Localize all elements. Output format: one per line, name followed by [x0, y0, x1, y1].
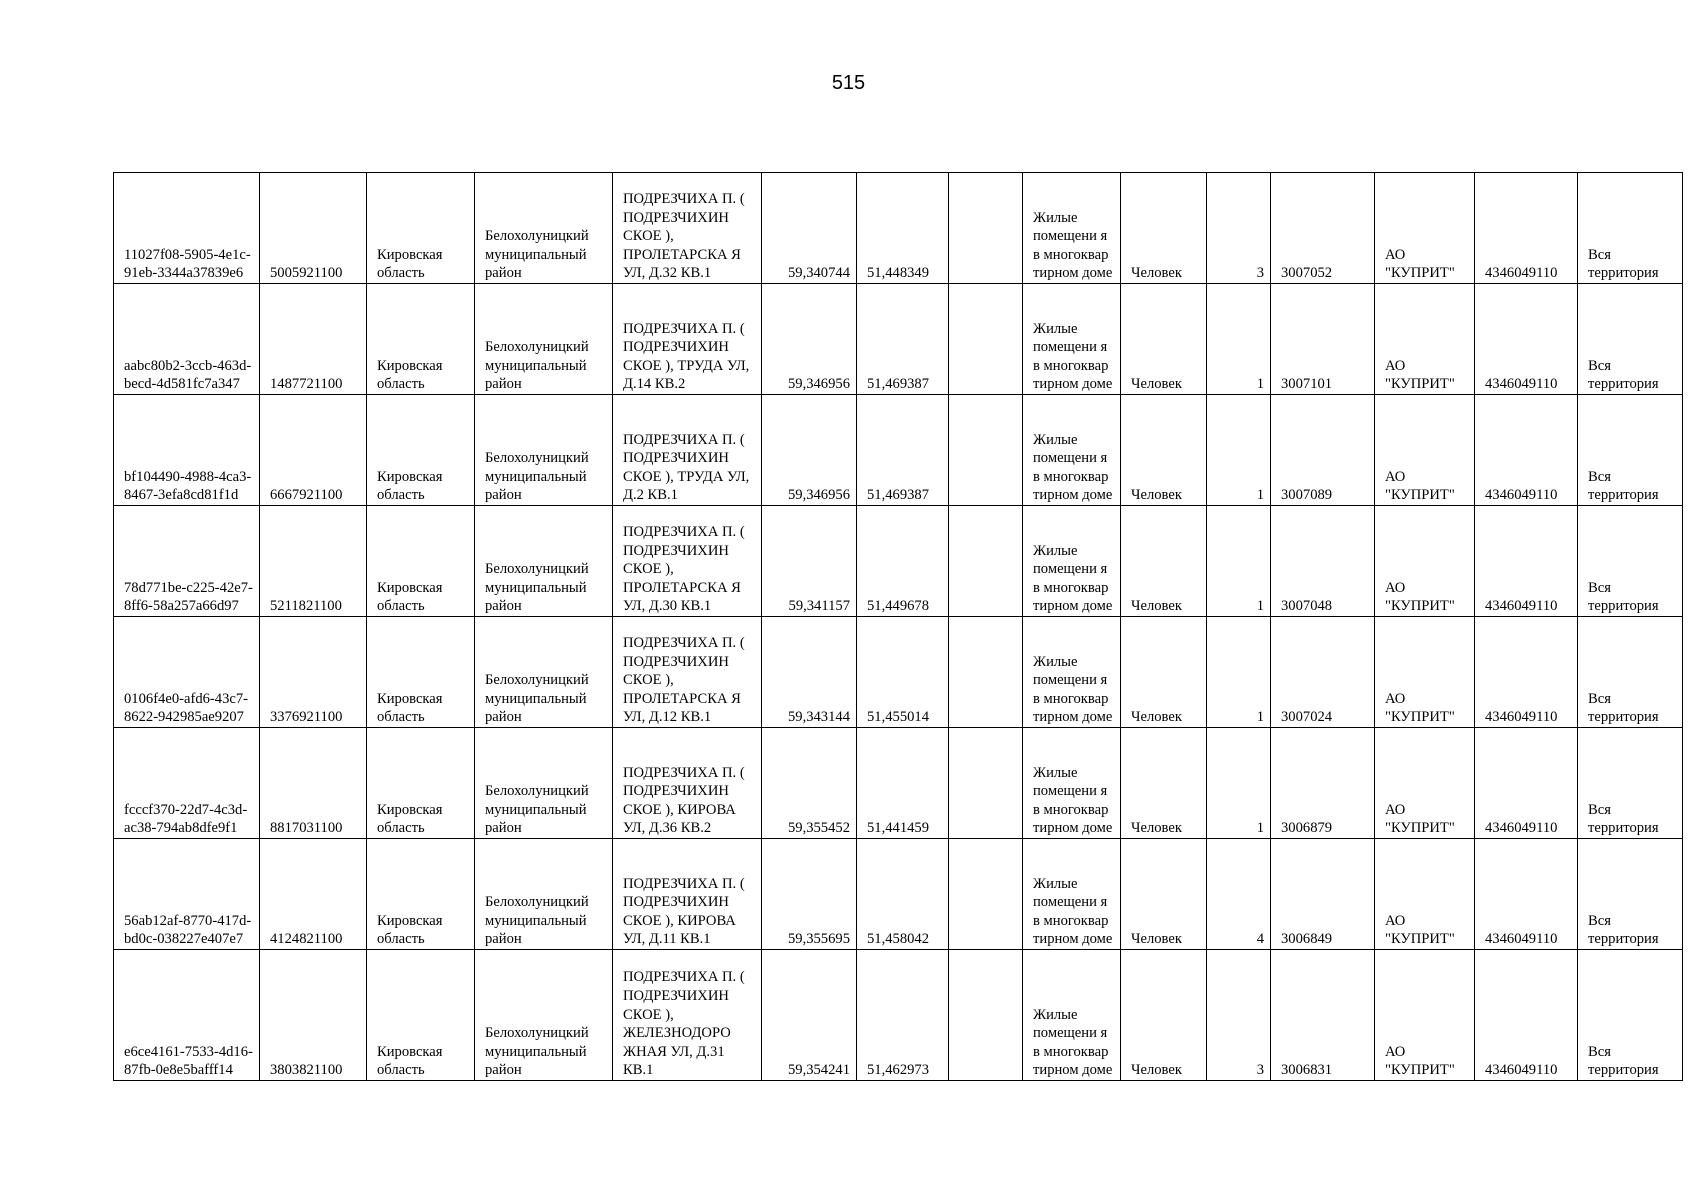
table-row [114, 839, 1683, 950]
inn: 4346049110 [1475, 950, 1578, 1081]
inn: 4346049110 [1475, 728, 1578, 839]
organization: АО "КУПРИТ" [1375, 950, 1475, 1081]
inn: 4346049110 [1475, 617, 1578, 728]
region: Кировская область [367, 173, 475, 284]
count: 3 [1207, 173, 1271, 284]
longitude: 51,449678 [857, 506, 949, 617]
organization: АО "КУПРИТ" [1375, 617, 1475, 728]
empty-cell [949, 395, 1023, 506]
empty-cell [949, 950, 1023, 1081]
address: ПОДРЕЗЧИХА П. ( ПОДРЕЗЧИХИН СКОЕ ), ПРОЛЕТАРСКА Я УЛ, Д.12 КВ.1 [613, 617, 762, 728]
oktmo-code: 5211821100 [260, 506, 367, 617]
empty-cell [949, 728, 1023, 839]
longitude: 51,455014 [857, 617, 949, 728]
oktmo-code: 4124821100 [260, 839, 367, 950]
longitude: 51,462973 [857, 950, 949, 1081]
registry-table [113, 172, 1683, 1081]
record-id: e6ce4161-7533-4d16-87fb-0e8e5bafff14 [114, 950, 260, 1081]
territory: Вся территория [1578, 284, 1683, 395]
address: ПОДРЕЗЧИХА П. ( ПОДРЕЗЧИХИН СКОЕ ), ПРОЛЕТАРСКА Я УЛ, Д.30 КВ.1 [613, 506, 762, 617]
organization: АО "КУПРИТ" [1375, 395, 1475, 506]
account-number: 3007048 [1271, 506, 1375, 617]
region: Кировская область [367, 839, 475, 950]
record-id: fcccf370-22d7-4c3d-ac38-794ab8dfe9f1 [114, 728, 260, 839]
address: ПОДРЕЗЧИХА П. ( ПОДРЕЗЧИХИН СКОЕ ), ТРУДА УЛ, Д.2 КВ.1 [613, 395, 762, 506]
count: 4 [1207, 839, 1271, 950]
oktmo-code: 8817031100 [260, 728, 367, 839]
longitude: 51,458042 [857, 839, 949, 950]
empty-cell [949, 284, 1023, 395]
latitude: 59,354241 [762, 950, 857, 1081]
district: Белохолуницкий муниципальный район [475, 506, 613, 617]
address: ПОДРЕЗЧИХА П. ( ПОДРЕЗЧИХИН СКОЕ ), ТРУДА УЛ, Д.14 КВ.2 [613, 284, 762, 395]
district: Белохолуницкий муниципальный район [475, 617, 613, 728]
organization: АО "КУПРИТ" [1375, 506, 1475, 617]
territory: Вся территория [1578, 506, 1683, 617]
page-number: 515 [831, 72, 866, 94]
address: ПОДРЕЗЧИХА П. ( ПОДРЕЗЧИХИН СКОЕ ), ЖЕЛЕЗНОДОРО ЖНАЯ УЛ, Д.31 КВ.1 [613, 950, 762, 1081]
region: Кировская область [367, 395, 475, 506]
account-number: 3007024 [1271, 617, 1375, 728]
region: Кировская область [367, 506, 475, 617]
inn: 4346049110 [1475, 284, 1578, 395]
count: 1 [1207, 728, 1271, 839]
record-id: aabc80b2-3ccb-463d-becd-4d581fc7a347 [114, 284, 260, 395]
oktmo-code: 6667921100 [260, 395, 367, 506]
organization: АО "КУПРИТ" [1375, 173, 1475, 284]
count: 1 [1207, 506, 1271, 617]
count: 1 [1207, 617, 1271, 728]
empty-cell [949, 173, 1023, 284]
table-row [114, 284, 1683, 395]
empty-cell [949, 839, 1023, 950]
latitude: 59,341157 [762, 506, 857, 617]
district: Белохолуницкий муниципальный район [475, 395, 613, 506]
district: Белохолуницкий муниципальный район [475, 173, 613, 284]
count: 1 [1207, 284, 1271, 395]
unit: Человек [1121, 839, 1207, 950]
inn: 4346049110 [1475, 506, 1578, 617]
object-type: Жилые помещени я в многоквар тирном доме [1023, 617, 1121, 728]
latitude: 59,355695 [762, 839, 857, 950]
longitude: 51,469387 [857, 284, 949, 395]
account-number: 3006849 [1271, 839, 1375, 950]
region: Кировская область [367, 728, 475, 839]
organization: АО "КУПРИТ" [1375, 728, 1475, 839]
account-number: 3007052 [1271, 173, 1375, 284]
territory: Вся территория [1578, 395, 1683, 506]
oktmo-code: 3803821100 [260, 950, 367, 1081]
district: Белохолуницкий муниципальный район [475, 839, 613, 950]
object-type: Жилые помещени я в многоквар тирном доме [1023, 284, 1121, 395]
district: Белохолуницкий муниципальный район [475, 950, 613, 1081]
district: Белохолуницкий муниципальный район [475, 284, 613, 395]
account-number: 3006879 [1271, 728, 1375, 839]
unit: Человек [1121, 728, 1207, 839]
latitude: 59,343144 [762, 617, 857, 728]
table-row [114, 617, 1683, 728]
oktmo-code: 5005921100 [260, 173, 367, 284]
record-id: bf104490-4988-4ca3-8467-3efa8cd81f1d [114, 395, 260, 506]
unit: Человек [1121, 950, 1207, 1081]
oktmo-code: 1487721100 [260, 284, 367, 395]
latitude: 59,340744 [762, 173, 857, 284]
latitude: 59,346956 [762, 395, 857, 506]
unit: Человек [1121, 173, 1207, 284]
record-id: 78d771be-c225-42e7-8ff6-58a257a66d97 [114, 506, 260, 617]
unit: Человек [1121, 506, 1207, 617]
count: 1 [1207, 395, 1271, 506]
object-type: Жилые помещени я в многоквар тирном доме [1023, 839, 1121, 950]
district: Белохолуницкий муниципальный район [475, 728, 613, 839]
account-number: 3007101 [1271, 284, 1375, 395]
latitude: 59,355452 [762, 728, 857, 839]
region: Кировская область [367, 617, 475, 728]
inn: 4346049110 [1475, 839, 1578, 950]
address: ПОДРЕЗЧИХА П. ( ПОДРЕЗЧИХИН СКОЕ ), КИРОВА УЛ, Д.36 КВ.2 [613, 728, 762, 839]
table-row [114, 506, 1683, 617]
latitude: 59,346956 [762, 284, 857, 395]
longitude: 51,469387 [857, 395, 949, 506]
object-type: Жилые помещени я в многоквар тирном доме [1023, 506, 1121, 617]
count: 3 [1207, 950, 1271, 1081]
inn: 4346049110 [1475, 173, 1578, 284]
longitude: 51,448349 [857, 173, 949, 284]
object-type: Жилые помещени я в многоквар тирном доме [1023, 173, 1121, 284]
territory: Вся территория [1578, 950, 1683, 1081]
table-row [114, 950, 1683, 1081]
empty-cell [949, 506, 1023, 617]
address: ПОДРЕЗЧИХА П. ( ПОДРЕЗЧИХИН СКОЕ ), ПРОЛЕТАРСКА Я УЛ, Д.32 КВ.1 [613, 173, 762, 284]
address: ПОДРЕЗЧИХА П. ( ПОДРЕЗЧИХИН СКОЕ ), КИРОВА УЛ, Д.11 КВ.1 [613, 839, 762, 950]
account-number: 3006831 [1271, 950, 1375, 1081]
object-type: Жилые помещени я в многоквар тирном доме [1023, 728, 1121, 839]
account-number: 3007089 [1271, 395, 1375, 506]
oktmo-code: 3376921100 [260, 617, 367, 728]
region: Кировская область [367, 950, 475, 1081]
longitude: 51,441459 [857, 728, 949, 839]
unit: Человек [1121, 395, 1207, 506]
table-row [114, 728, 1683, 839]
table-row [114, 395, 1683, 506]
territory: Вся территория [1578, 728, 1683, 839]
object-type: Жилые помещени я в многоквар тирном доме [1023, 950, 1121, 1081]
organization: АО "КУПРИТ" [1375, 839, 1475, 950]
organization: АО "КУПРИТ" [1375, 284, 1475, 395]
record-id: 0106f4e0-afd6-43c7-8622-942985ae9207 [114, 617, 260, 728]
record-id: 11027f08-5905-4e1c-91eb-3344a37839e6 [114, 173, 260, 284]
inn: 4346049110 [1475, 395, 1578, 506]
record-id: 56ab12af-8770-417d-bd0c-038227e407e7 [114, 839, 260, 950]
region: Кировская область [367, 284, 475, 395]
unit: Человек [1121, 284, 1207, 395]
territory: Вся территория [1578, 617, 1683, 728]
territory: Вся территория [1578, 839, 1683, 950]
unit: Человек [1121, 617, 1207, 728]
territory: Вся территория [1578, 173, 1683, 284]
object-type: Жилые помещени я в многоквар тирном доме [1023, 395, 1121, 506]
empty-cell [949, 617, 1023, 728]
table-row [114, 173, 1683, 284]
